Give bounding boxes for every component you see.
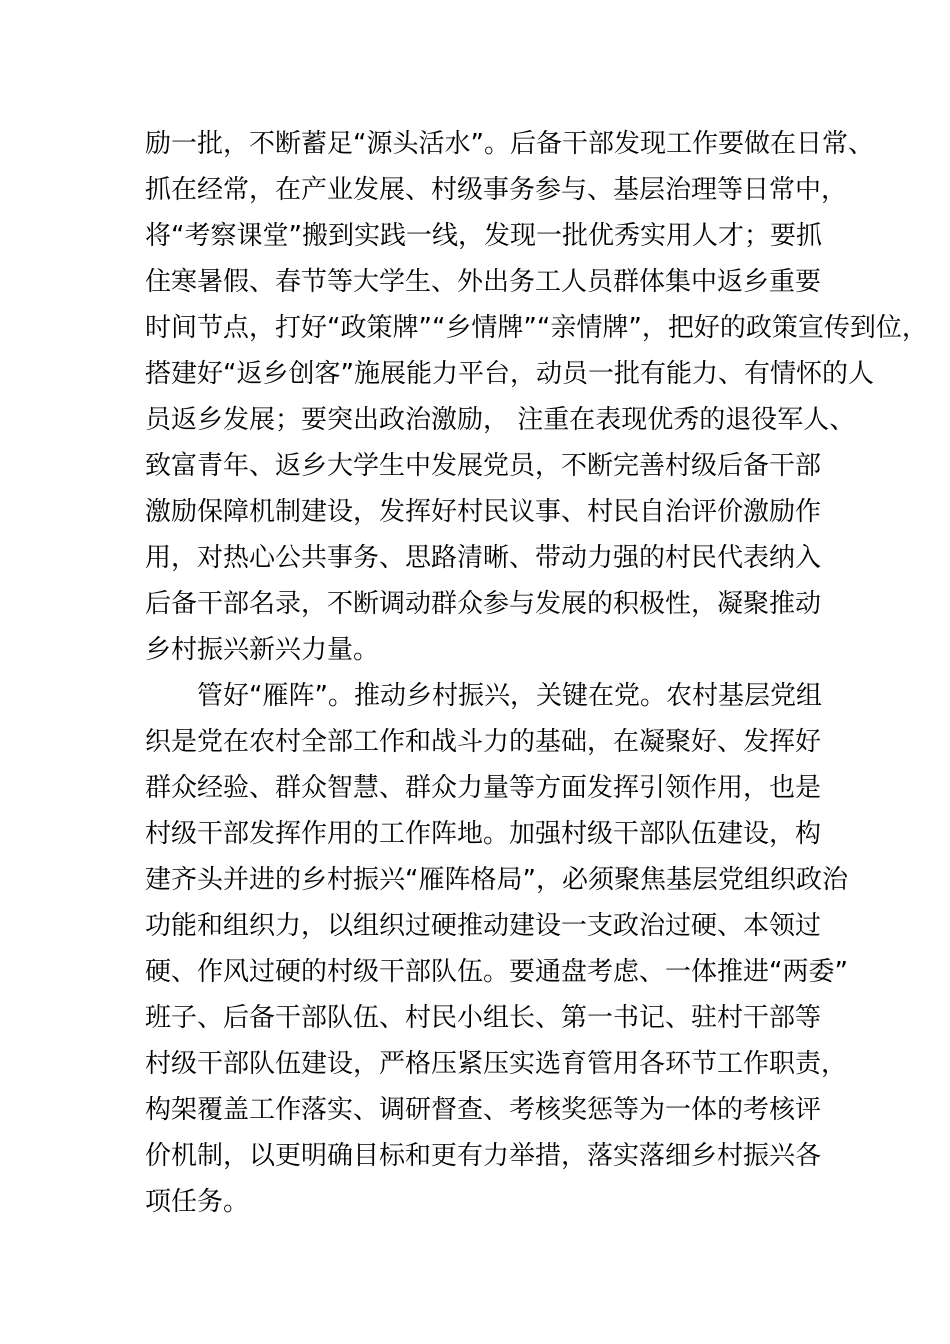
text-line-12: 乡村振兴新兴力量。	[145, 635, 380, 665]
text-line-4: 住寒暑假、春节等大学生、外出务工人员群体集中返乡重要	[145, 267, 822, 297]
text-line-1: 励一批，不断蓄足“源头活水”。后备干部发现工作要做在日常、	[145, 129, 874, 159]
text-line-23: 价机制，以更明确目标和更有力举措，落实落细乡村振兴各	[145, 1141, 822, 1171]
text-line-21: 村级干部队伍建设，严格压紧压实选育管用各环节工作职责，	[145, 1049, 848, 1079]
text-line-17: 建齐头并进的乡村振兴“雁阵格局”，必须聚焦基层党组织政治	[145, 865, 848, 895]
text-line-6: 搭建好“返乡创客”施展能力平台，动员一批有能力、有情怀的人	[145, 359, 874, 389]
text-line-20: 班子、后备干部队伍、村民小组长、第一书记、驻村干部等	[145, 1003, 822, 1033]
text-line-18: 功能和组织力，以组织过硬推动建设一支政治过硬、本领过	[145, 911, 822, 941]
text-line-3: 将“考察课堂”搬到实践一线，发现一批优秀实用人才；要抓	[145, 221, 822, 251]
text-line-9: 激励保障机制建设，发挥好村民议事、村民自治评价激励作	[145, 497, 822, 527]
text-line-14: 织是党在农村全部工作和战斗力的基础，在凝聚好、发挥好	[145, 727, 822, 757]
text-line-7: 员返乡发展；要突出政治激励， 注重在表现优秀的退役军人、	[145, 405, 856, 435]
text-line-5: 时间节点，打好“政策牌”“乡情牌”“亲情牌”，把好的政策宣传到位，	[145, 313, 928, 343]
text-line-19: 硬、作风过硬的村级干部队伍。要通盘考虑、一体推进“两委”	[145, 957, 848, 987]
text-line-15: 群众经验、群众智慧、群众力量等方面发挥引领作用，也是	[145, 773, 822, 803]
text-line-8: 致富青年、返乡大学生中发展党员，不断完善村级后备干部	[145, 451, 822, 481]
text-line-10: 用，对热心公共事务、思路清晰、带动力强的村民代表纳入	[145, 543, 822, 573]
paragraph-start-line: 管好“雁阵”。推动乡村振兴，关键在党。农村基层党组	[197, 681, 822, 711]
text-line-2: 抓在经常，在产业发展、村级事务参与、基层治理等日常中，	[145, 175, 848, 205]
text-line-11: 后备干部名录，不断调动群众参与发展的积极性，凝聚推动	[145, 589, 822, 619]
text-line-16: 村级干部发挥作用的工作阵地。加强村级干部队伍建设，构	[145, 819, 822, 849]
text-line-24: 项任务。	[145, 1187, 250, 1217]
text-line-22: 构架覆盖工作落实、调研督查、考核奖惩等为一体的考核评	[145, 1095, 822, 1125]
